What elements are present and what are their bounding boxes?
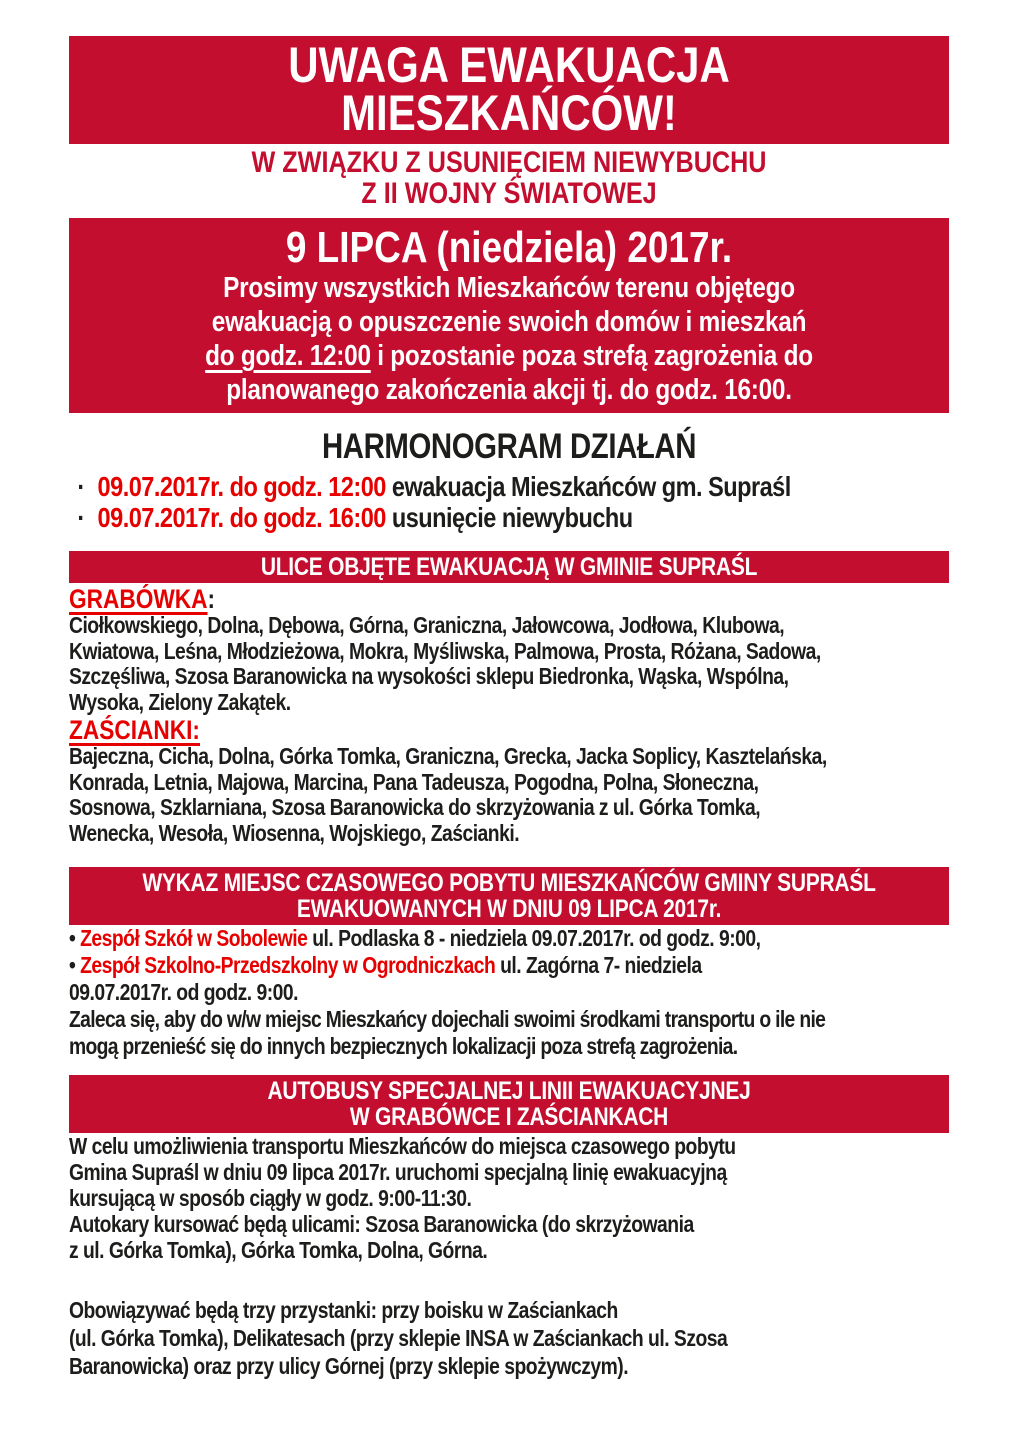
shelters-banner-line1: WYKAZ MIEJSC CZASOWEGO POBYTU MIESZKAŃCÓW GMINY SUPRAŚL [142, 869, 876, 897]
schedule-item-time: 09.07.2017r. do godz. 16:00 [97, 502, 386, 533]
street-list-line: Kwiatowa, Leśna, Młodzieżowa, Mokra, Myśliwska, Palmowa, Prosta, Różana, Sadowa, [69, 637, 821, 664]
shelter-item [69, 925, 949, 952]
zascianki-street-list [69, 744, 949, 846]
schedule-heading: HARMONOGRAM DZIAŁAŃ [321, 427, 697, 466]
grabowka-heading [69, 586, 949, 613]
shelter-item [69, 952, 949, 979]
grabowka-colon: : [207, 584, 216, 614]
schedule-item-time: 09.07.2017r. do godz. 12:00 [97, 471, 386, 502]
event-date: 9 LIPCA (niedziela) 2017r. [285, 223, 733, 272]
zascianki-label: ZAŚCIANKI: [69, 715, 200, 745]
street-list-line: Ciołkowskiego, Dolna, Dębowa, Górna, Graniczna, Jałowcowa, Jodłowa, Klubowa, [69, 612, 785, 638]
bullet-icon: • [69, 952, 76, 978]
shelters-banner-line2: EWAKUOWANYCH W DNIU 09 LIPCA 2017r. [296, 895, 722, 923]
bus-text-line: z ul. Górka Tomka), Górka Tomka, Dolna, Górna. [69, 1237, 488, 1263]
note-line: mogą przenieść się do innych bezpiecznych lokalizacji poza strefą zagrożenia. [69, 1033, 738, 1059]
bus-text-line: W celu umożliwienia transportu Mieszkańców do miejsca czasowego pobytu [69, 1133, 736, 1159]
zascianki-heading [69, 717, 949, 744]
shelters-list [69, 925, 949, 1006]
date-banner-line3 [89, 339, 929, 373]
schedule-item-desc: usunięcie niewybuchu [385, 502, 633, 533]
bus-text-line: Autokary kursować będą ulicami: Szosa Baranowicka (do skrzyżowania [69, 1211, 694, 1237]
shelter-name: Zespół Szkolno-Przedszkolny w Ogrodniczkach [80, 952, 496, 978]
bullet-dot-icon: · [77, 502, 85, 533]
street-list-line: Wysoka, Zielony Zakątek. [69, 688, 291, 715]
buses-banner [69, 1075, 949, 1133]
transport-note [69, 1006, 949, 1060]
buses-paragraph-3 [69, 1296, 949, 1380]
bus-text-line: Baranowicka) oraz przy ulicy Górnej (przy sklepie spożywczym). [69, 1353, 629, 1379]
bus-text-line: Gmina Supraśl w dniu 09 lipca 2017r. uruchomi specjalną linię ewakuacyjną [69, 1159, 727, 1185]
date-banner [69, 218, 949, 413]
street-list-line: Bajeczna, Cicha, Dolna, Górka Tomka, Graniczna, Grecka, Jacka Soplicy, Kasztelańska, [69, 743, 827, 769]
streets-banner: ULICE OBJĘTE EWAKUACJĄ W GMINIE SUPRAŚL [69, 551, 949, 583]
schedule-list [69, 471, 949, 533]
bus-text-line: Obowiązywać będą trzy przystanki: przy boisku w Zaściankach [69, 1297, 618, 1323]
date-banner-line3-rest: i pozostanie poza strefą zagrożenia do [370, 340, 813, 372]
bus-text-line: kursującą w sposób ciągły w godz. 9:00-11:30. [69, 1185, 472, 1211]
buses-banner-line1: AUTOBUSY SPECJALNEJ LINII EWAKUACYJNEJ [267, 1077, 751, 1105]
schedule-item-desc: ewakuacja Mieszkańców gm. Supraśl [385, 471, 791, 502]
poster-title-line2: MIESZKAŃCÓW! [341, 85, 677, 141]
schedule-item [69, 502, 949, 533]
shelters-banner [69, 867, 949, 925]
grabowka-street-list [69, 613, 949, 715]
buses-paragraph-1 [69, 1133, 949, 1211]
subtitle-line2: Z II WOJNY ŚWIATOWEJ [361, 177, 657, 210]
schedule-item [69, 471, 949, 502]
note-line: Zaleca się, aby do w/w miejsc Mieszkańcy dojechali swoimi środkami transportu o ile nie [69, 1006, 826, 1032]
street-list-line: Wenecka, Wesoła, Wiosenna, Wojskiego, Zaścianki. [69, 819, 520, 846]
date-banner-line2: ewakuacją o opuszczenie swoich domów i mieszkań [211, 306, 807, 338]
bullet-icon: • [69, 925, 76, 951]
bus-text-line: (ul. Górka Tomka), Delikatesach (przy sklepie INSA w Zaściankach ul. Szosa [69, 1325, 728, 1351]
bullet-dot-icon: · [77, 471, 85, 502]
deadline-time-underlined: do godz. 12:00 [205, 340, 371, 372]
street-list-line: Szczęśliwa, Szosa Baranowicka na wysokości sklepu Biedronka, Wąska, Wspólna, [69, 663, 789, 689]
buses-banner-line2: W GRABÓWCE I ZAŚCIANKACH [349, 1103, 669, 1131]
shelter-details: ul. Podlaska 8 - niedziela 09.07.2017r. od godz. 9:00, [307, 925, 761, 951]
shelter-details-continued: 09.07.2017r. od godz. 9:00. [69, 979, 299, 1005]
street-list-line: Sosnowa, Szklarniana, Szosa Baranowicka do skrzyżowania z ul. Górka Tomka, [69, 794, 761, 820]
date-banner-line1: Prosimy wszystkich Mieszkańców terenu objętego [223, 272, 795, 304]
grabowka-label: GRABÓWKA [69, 584, 208, 614]
poster-subtitle [69, 147, 949, 209]
buses-paragraph-2 [69, 1211, 949, 1263]
poster-content [69, 36, 949, 1380]
shelter-name: Zespół Szkół w Sobolewie [80, 925, 308, 951]
date-banner-line4: planowanego zakończenia akcji tj. do godz. 16:00. [226, 374, 792, 406]
subtitle-line1: W ZWIĄZKU Z USUNIĘCIEM NIEWYBUCHU [251, 146, 767, 179]
main-title-banner [69, 36, 949, 144]
poster-title-line1: UWAGA EWAKUACJA [288, 37, 730, 93]
street-list-line: Konrada, Letnia, Majowa, Marcina, Pana Tadeusza, Pogodna, Polna, Słoneczna, [69, 768, 759, 795]
shelter-details: ul. Zagórna 7- niedziela [495, 952, 702, 978]
